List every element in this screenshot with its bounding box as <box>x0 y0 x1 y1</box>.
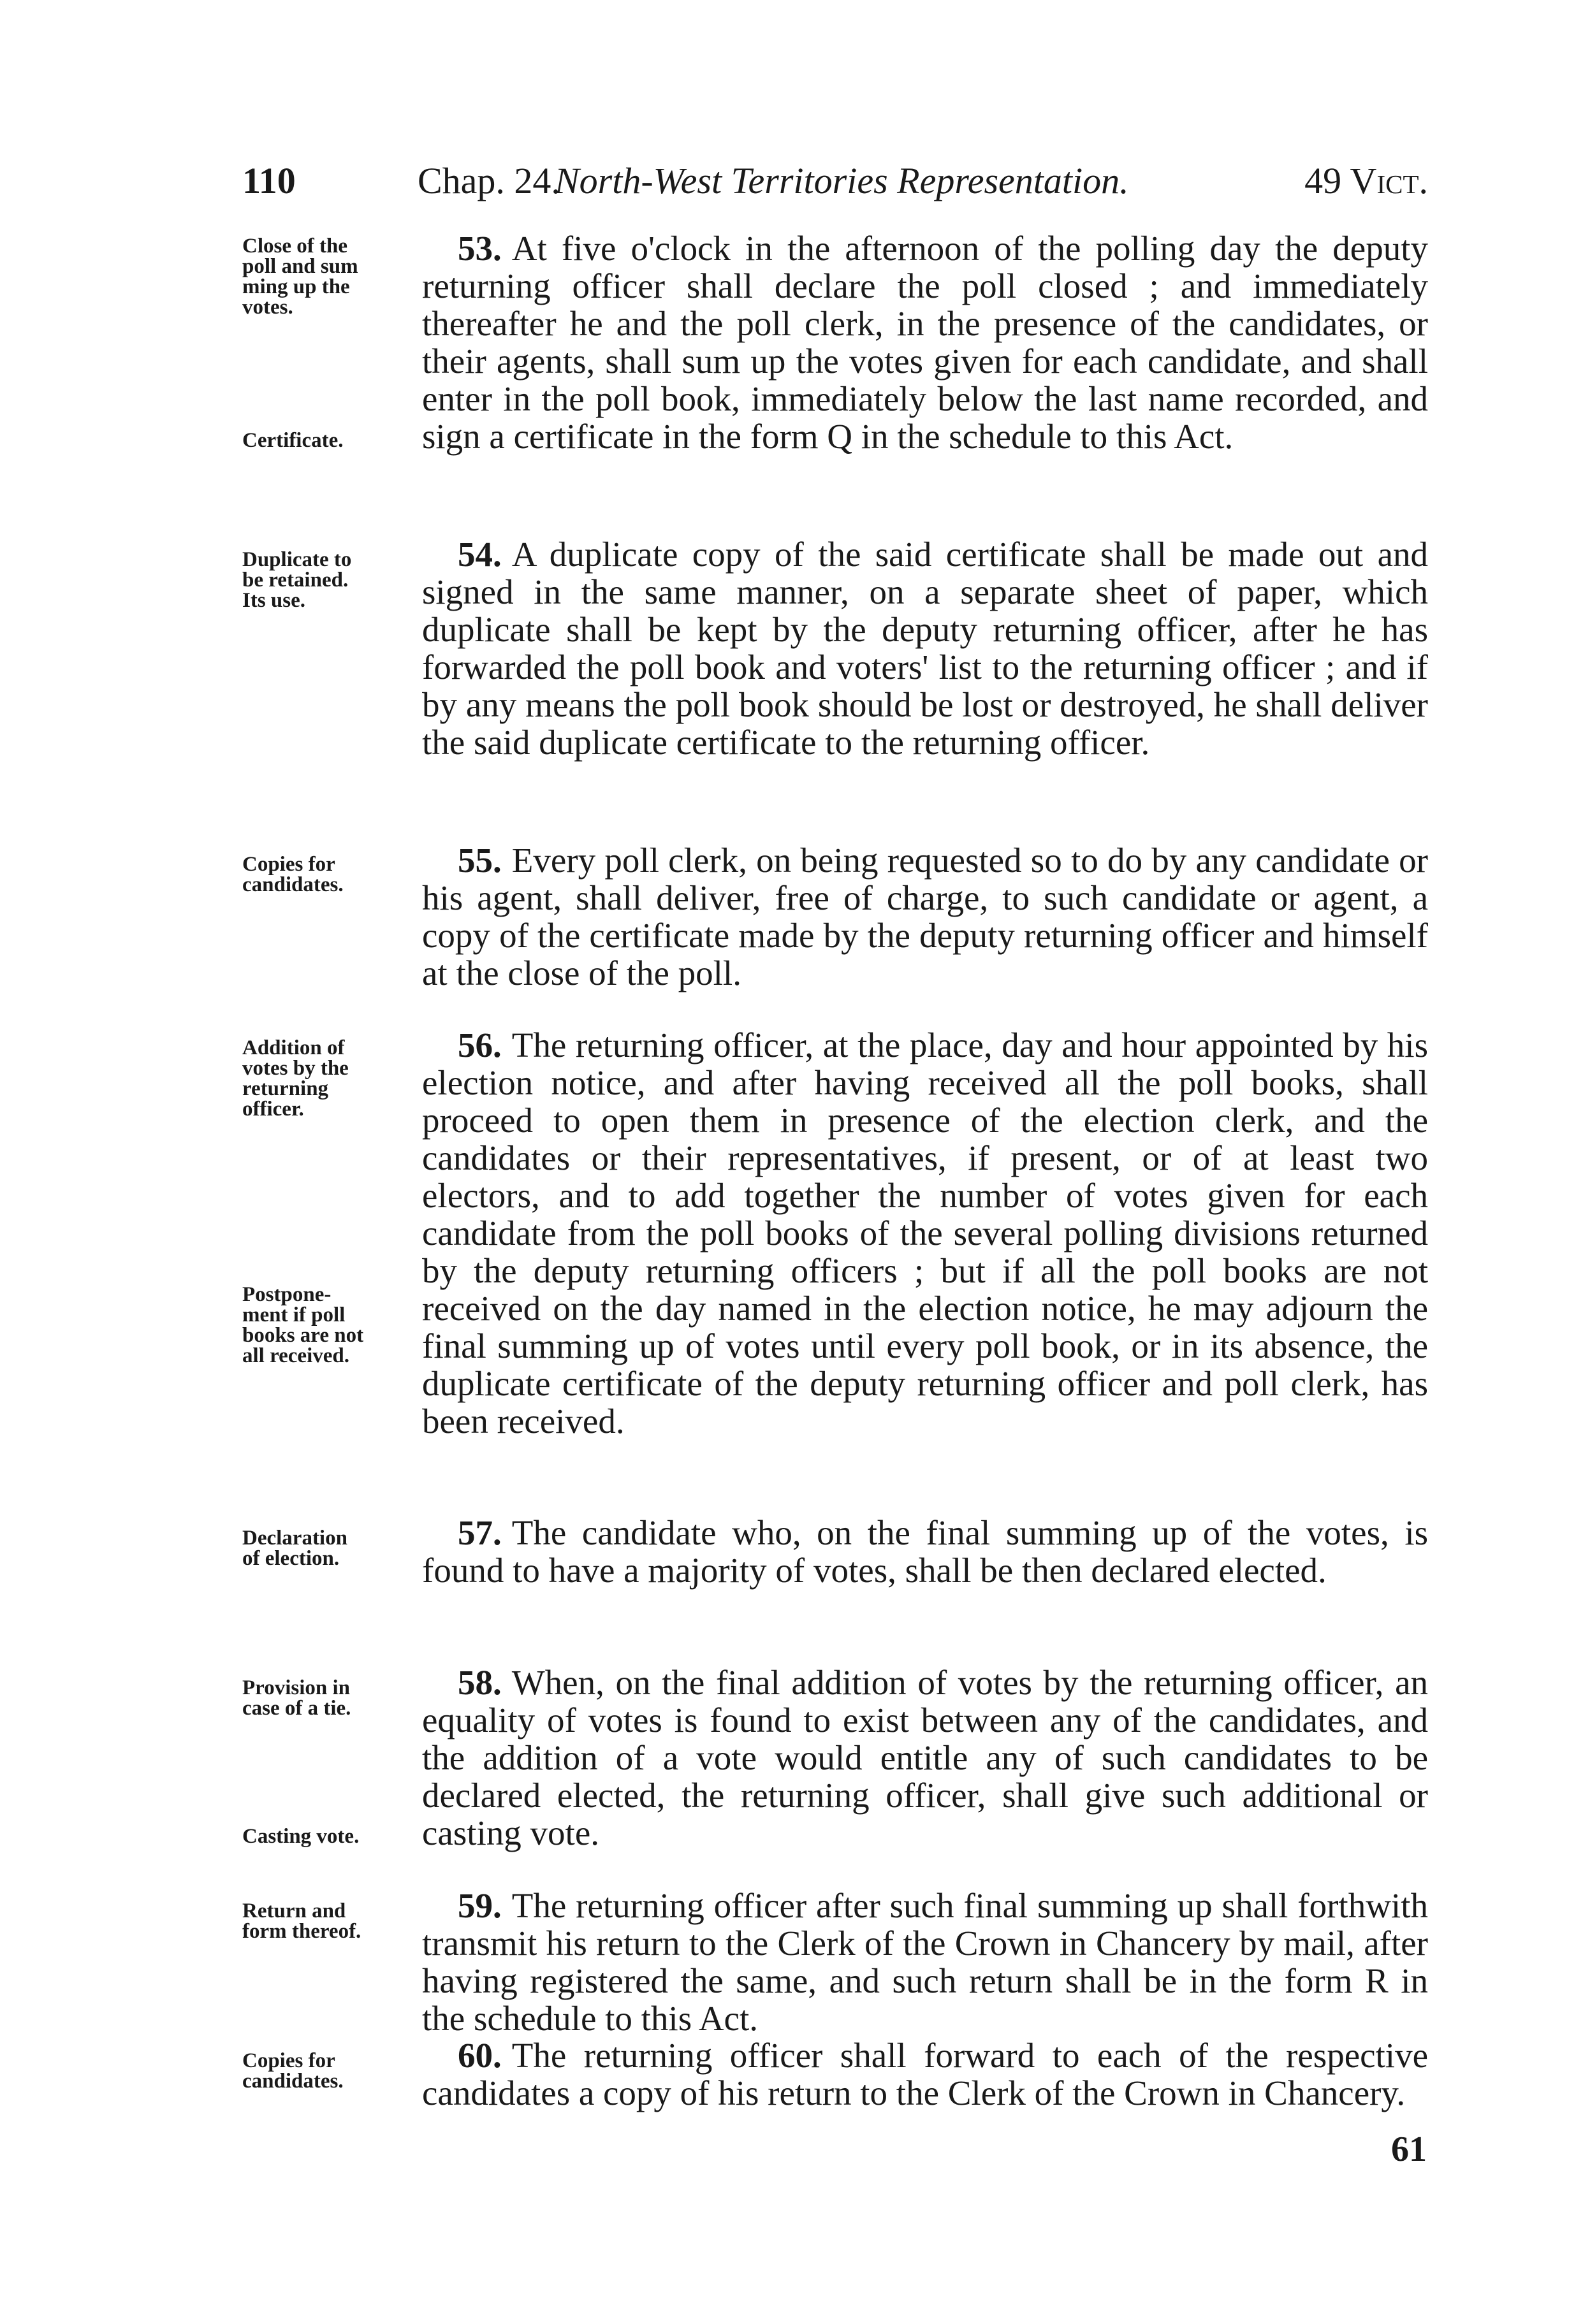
margin-note: Certificate. <box>242 429 344 452</box>
section-text <box>422 229 1428 455</box>
section-body: At five o'clock in the afternoon of the polling day the deputy returning officer shall declare the poll closed ; and immediately thereafter he and the poll clerk, in the presence of the candidates, or their agents, shall sum up the votes given for each candidate, and shall enter in the poll book, immediately below the last name recorded, and sign a certificate in the form Q in the schedule to this Act. <box>422 229 1428 456</box>
margin-note: Postpone- ment if poll books are not all received. <box>242 1283 364 1367</box>
section-body: Every poll clerk, on being requested so to do by any candidate or his agent, shall deliver, free of charge, to such candidate or agent, a copy of the certificate made by the deputy returning officer and himself at the close of the poll. <box>422 841 1428 992</box>
page-header <box>242 159 1428 210</box>
regnal-year: 49 Vict. <box>1304 160 1428 201</box>
section-number: 56. <box>458 1026 502 1064</box>
section-text <box>422 1887 1428 2037</box>
margin-note: Declaration of election. <box>242 1527 347 1570</box>
margin-note: Addition of votes by the returning officer. <box>242 1036 349 1121</box>
section-number: 58. <box>458 1663 502 1702</box>
section-number: 60. <box>458 2036 502 2075</box>
signature-mark: 61 <box>1391 2130 1427 2169</box>
section-text <box>422 535 1428 761</box>
margin-note: Duplicate to be retained. Its use. <box>242 548 352 612</box>
section-text <box>422 841 1428 992</box>
section-body: The candidate who, on the final summing up of the votes, is found to have a majority of votes, shall be then declared elected. <box>422 1513 1428 1590</box>
section-body: The returning officer, at the place, day and hour appointed by his election notice, and after having received all the poll books, shall proceed to open them in presence of the election clerk, and the candidates or their representatives, if present, or of at least two electors, and to add together the number of votes given for each candidate from the poll books of the several polling divisions returned by the deputy returning officers ; but if all the poll books are not received on the day named in the election notice, he may adjourn the final summing up of votes until every poll book, or in its absence, the duplicate certificate of the deputy returning officer and poll clerk, has been received. <box>422 1026 1428 1441</box>
margin-note: Return and form thereof. <box>242 1899 361 1943</box>
running-title: North-West Territories Representation. <box>555 160 1129 201</box>
section-number: 54. <box>458 535 502 574</box>
section-text <box>422 1026 1428 1440</box>
section-body: The returning officer shall forward to each of the respective candidates a copy of his return to the Clerk of the Crown in Chancery. <box>422 2036 1428 2112</box>
section-number: 57. <box>458 1513 502 1552</box>
page-number: 110 <box>242 160 296 201</box>
section-text <box>422 1664 1428 1852</box>
section-number: 53. <box>458 229 502 268</box>
section-body: The returning officer after such final summing up shall forthwith transmit his return to the Clerk of the Crown in Chancery by mail, after having registered the same, and such return shall be in the form R in the schedule to this Act. <box>422 1886 1428 2038</box>
chapter-label: Chap. 24. <box>418 160 560 201</box>
margin-note: Copies for candidates. <box>242 853 344 896</box>
section-text <box>422 2037 1428 2112</box>
margin-note: Close of the poll and sum ming up the votes. <box>242 235 358 319</box>
section-body: A duplicate copy of the said certificate shall be made out and signed in the same manner, on a separate sheet of paper, which duplicate shall be kept by the deputy returning officer, after he has forwarded the poll book and voters' list to the returning officer ; and if by any means the poll book should be lost or destroyed, he shall deliver the said duplicate certificate to the returning officer. <box>422 535 1428 762</box>
margin-note: Provision in case of a tie. <box>242 1676 351 1720</box>
section-number: 59. <box>458 1886 502 1925</box>
section-text <box>422 1514 1428 1589</box>
margin-note: Copies for candidates. <box>242 2049 344 2093</box>
section-number: 55. <box>458 841 502 880</box>
section-body: When, on the final addition of votes by the returning officer, an equality of votes is found to exist between any of the candidates, and the addition of a vote would entitle any of such candidates to be declared elected, the returning officer, shall give such additional or casting vote. <box>422 1663 1428 1852</box>
margin-note: Casting vote. <box>242 1825 360 1848</box>
